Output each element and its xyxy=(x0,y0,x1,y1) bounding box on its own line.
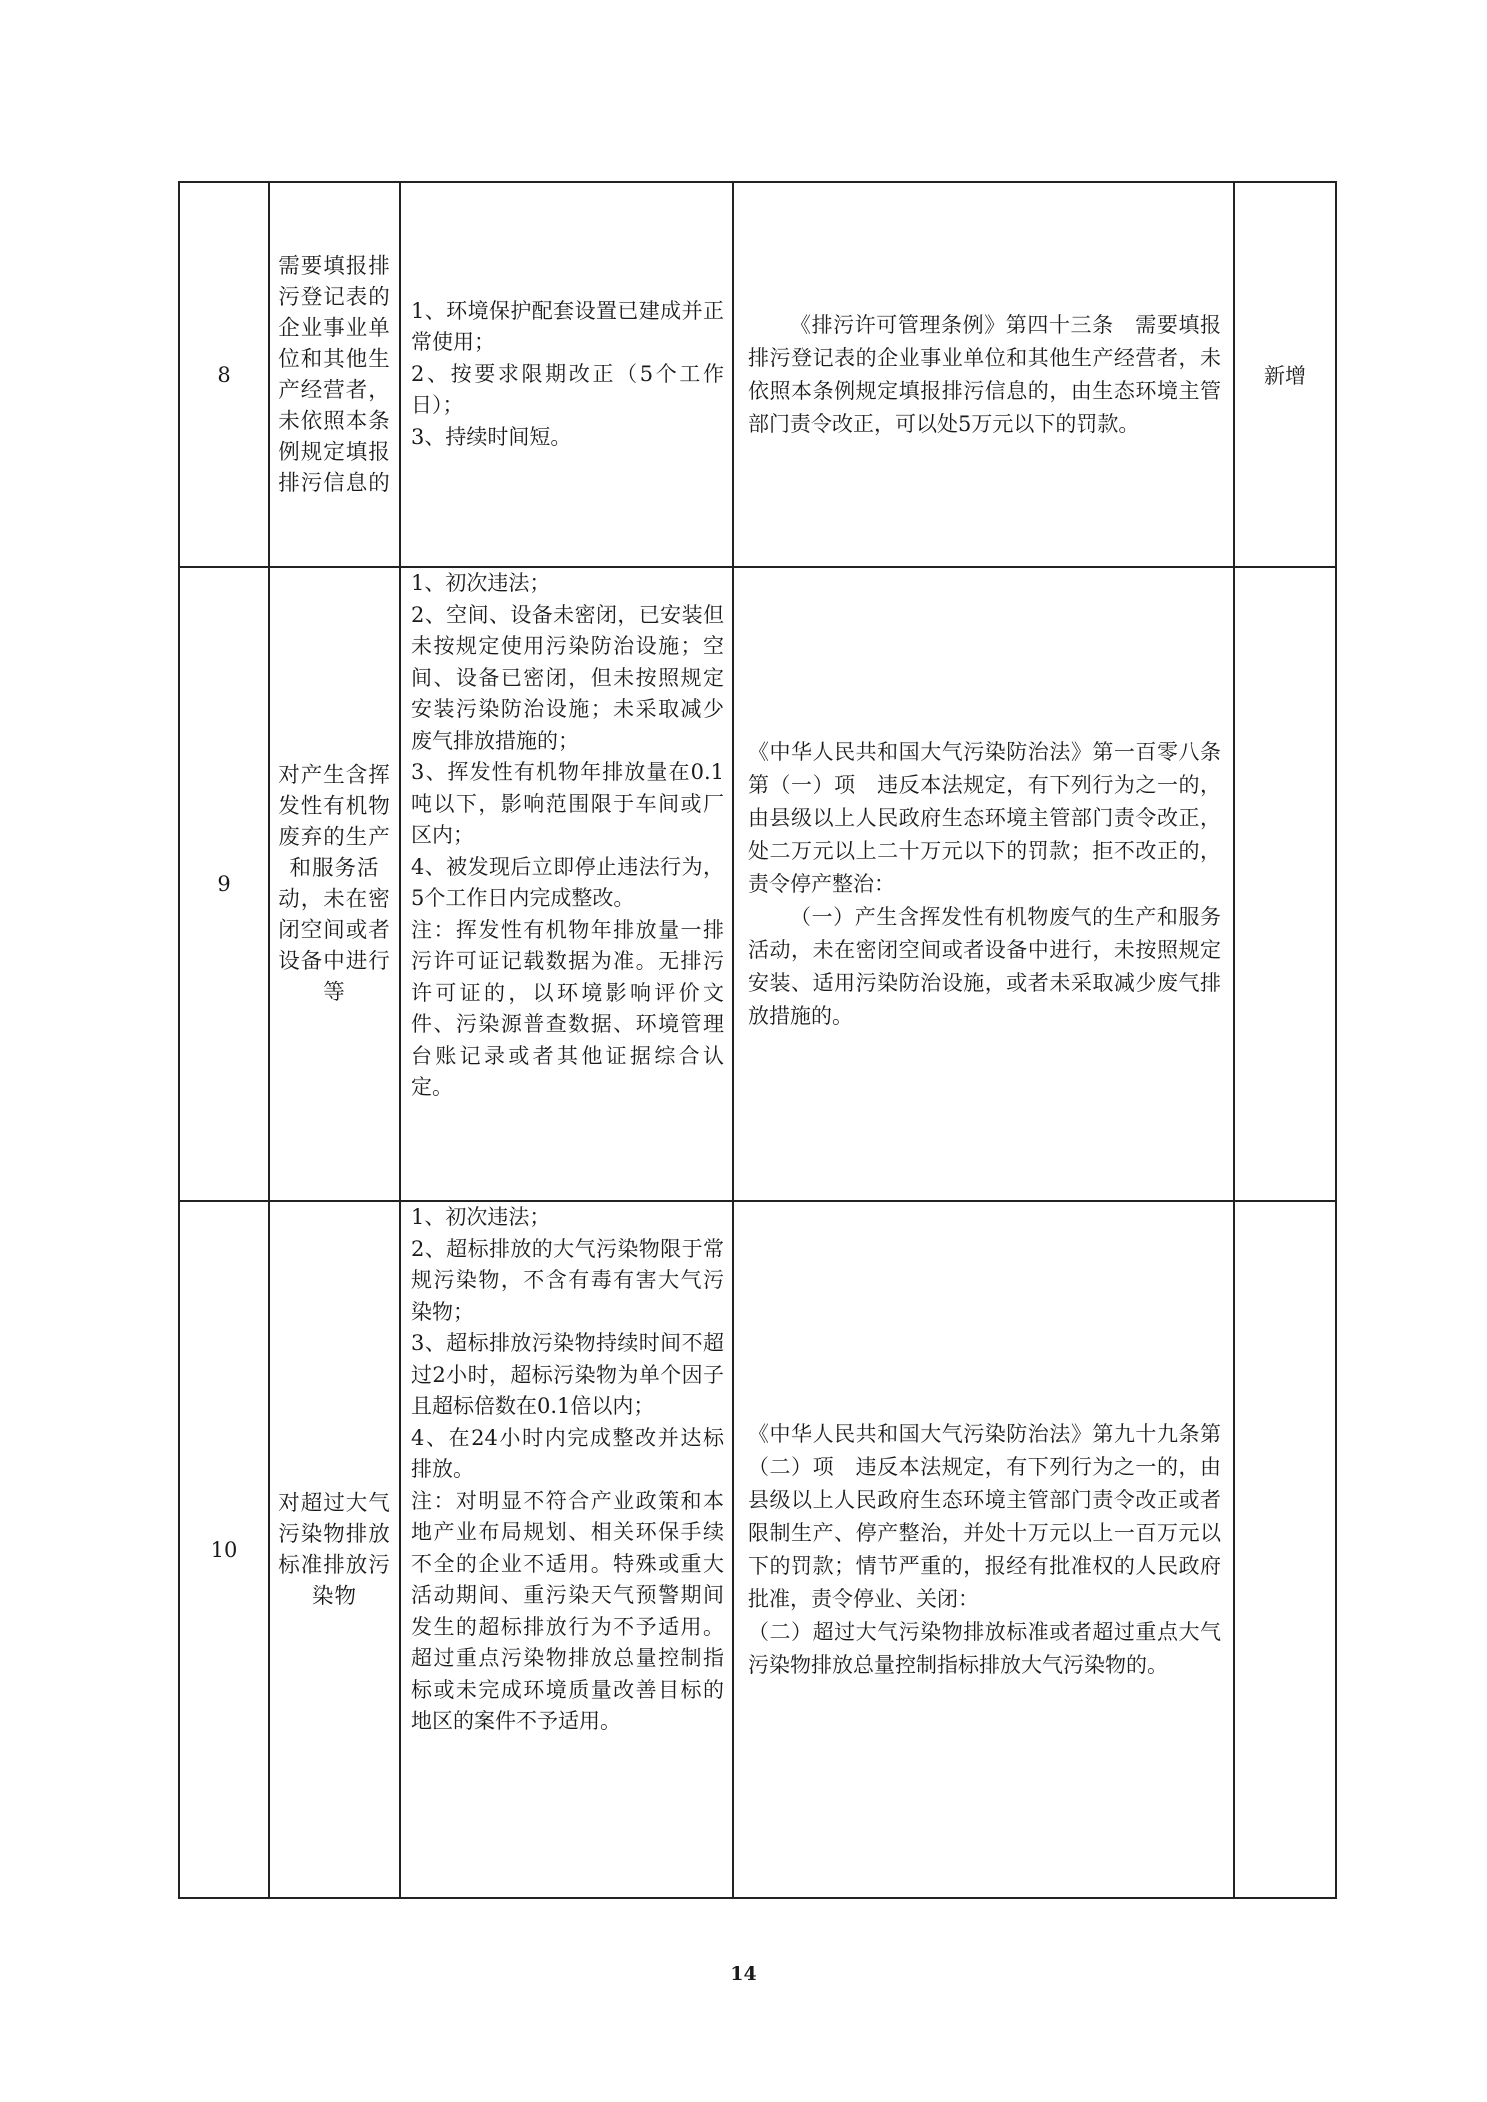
basis-paragraph: 《中华人民共和国大气污染防治法》第一百零八条第（一）项 违反本法规定，有下列行为之一的，由县级以上人民政府生态环境主管部门责令改正，处二万元以上二十万元以下的罚款；拒不改正的，责令停产整治： xyxy=(748,739,1221,896)
violation-behavior-cell: 对产生含挥发性有机物废弃的生产和服务活动，未在密闭空间或者设备中进行等 xyxy=(269,567,400,1201)
condition-item: 3、挥发性有机物年排放量在0.1吨以下，影响范围限于车间或厂区内； xyxy=(411,760,724,847)
exemption-conditions-cell xyxy=(400,182,733,567)
table-row xyxy=(179,567,1336,1201)
condition-note: 注：对明显不符合产业政策和本地产业布局规划、相关环保手续不全的企业不适用。特殊或重大活动期间、重污染天气预警期间发生的超标排放行为不予适用。超过重点污染物排放总量控制指标或未完成环境质量改善目标的地区的案件不予适用。 xyxy=(411,1488,724,1733)
exemption-conditions-cell xyxy=(400,1201,733,1898)
row-number-cell: 8 xyxy=(179,182,269,567)
legal-basis-cell xyxy=(733,567,1234,1201)
page-number: 14 xyxy=(730,1963,757,1985)
condition-item: 2、按要求限期改正（5个工作日）； xyxy=(411,361,724,418)
condition-item: 2、空间、设备未密闭，已安装但未按规定使用污染防治设施；空间、设备已密闭，但未按照规定安装污染防治设施；未采取减少废气排放措施的； xyxy=(411,602,724,753)
row-number-cell: 10 xyxy=(179,1201,269,1898)
basis-paragraph: （一）产生含挥发性有机物废气的生产和服务活动，未在密闭空间或者设备中进行，未按照规定安装、适用污染防治设施，或者未采取减少废气排放措施的。 xyxy=(748,904,1221,1028)
condition-item: 3、持续时间短。 xyxy=(411,424,572,449)
row-number-cell: 9 xyxy=(179,567,269,1201)
remark-cell xyxy=(1234,1201,1336,1898)
regulation-table xyxy=(178,181,1337,1899)
condition-item: 1、环境保护配套设置已建成并正常使用； xyxy=(411,298,724,355)
table-row xyxy=(179,1201,1336,1898)
violation-behavior-cell: 对超过大气污染物排放标准排放污染物 xyxy=(269,1201,400,1898)
condition-note: 注：挥发性有机物年排放量一排污许可证记载数据为准。无排污许可证的，以环境影响评价文件、污染源普查数据、环境管理台账记录或者其他证据综合认定。 xyxy=(411,917,724,1099)
condition-item: 4、被发现后立即停止违法行为，5个工作日内完成整改。 xyxy=(411,854,724,910)
remark-cell xyxy=(1234,567,1336,1201)
condition-item: 2、超标排放的大气污染物限于常规污染物，不含有毒有害大气污染物； xyxy=(411,1236,724,1324)
basis-paragraph: （二）超过大气污染物排放标准或者超过重点大气污染物排放总量控制指标排放大气污染物的。 xyxy=(748,1619,1221,1677)
condition-item: 1、初次违法； xyxy=(411,571,551,595)
table-row xyxy=(179,182,1336,567)
legal-basis-cell xyxy=(733,182,1234,567)
condition-item: 4、在24小时内完成整改并达标排放。 xyxy=(411,1425,724,1481)
condition-item: 1、初次违法； xyxy=(411,1205,551,1229)
basis-paragraph: 《排污许可管理条例》第四十三条 需要填报排污登记表的企业事业单位和其他生产经营者，未依照本条例规定填报排污信息的，由生态环境主管部门责令改正，可以处5万元以下的罚款。 xyxy=(748,312,1221,436)
condition-item: 3、超标排放污染物持续时间不超过2小时，超标污染物为单个因子且超标倍数在0.1倍以内； xyxy=(411,1331,724,1418)
remark-cell: 新增 xyxy=(1234,182,1336,567)
exemption-conditions-cell xyxy=(400,567,733,1201)
basis-paragraph: 《中华人民共和国大气污染防治法》第九十九条第（二）项 违反本法规定，有下列行为之一的，由县级以上人民政府生态环境主管部门责令改正或者限制生产、停产整治，并处十万元以上一百万元以下的罚款；情节严重的，报经有批准权的人民政府批准，责令停业、关闭： xyxy=(748,1421,1221,1611)
violation-behavior-cell: 需要填报排污登记表的企业事业单位和其他生产经营者，未依照本条例规定填报排污信息的 xyxy=(269,182,400,567)
legal-basis-cell xyxy=(733,1201,1234,1898)
